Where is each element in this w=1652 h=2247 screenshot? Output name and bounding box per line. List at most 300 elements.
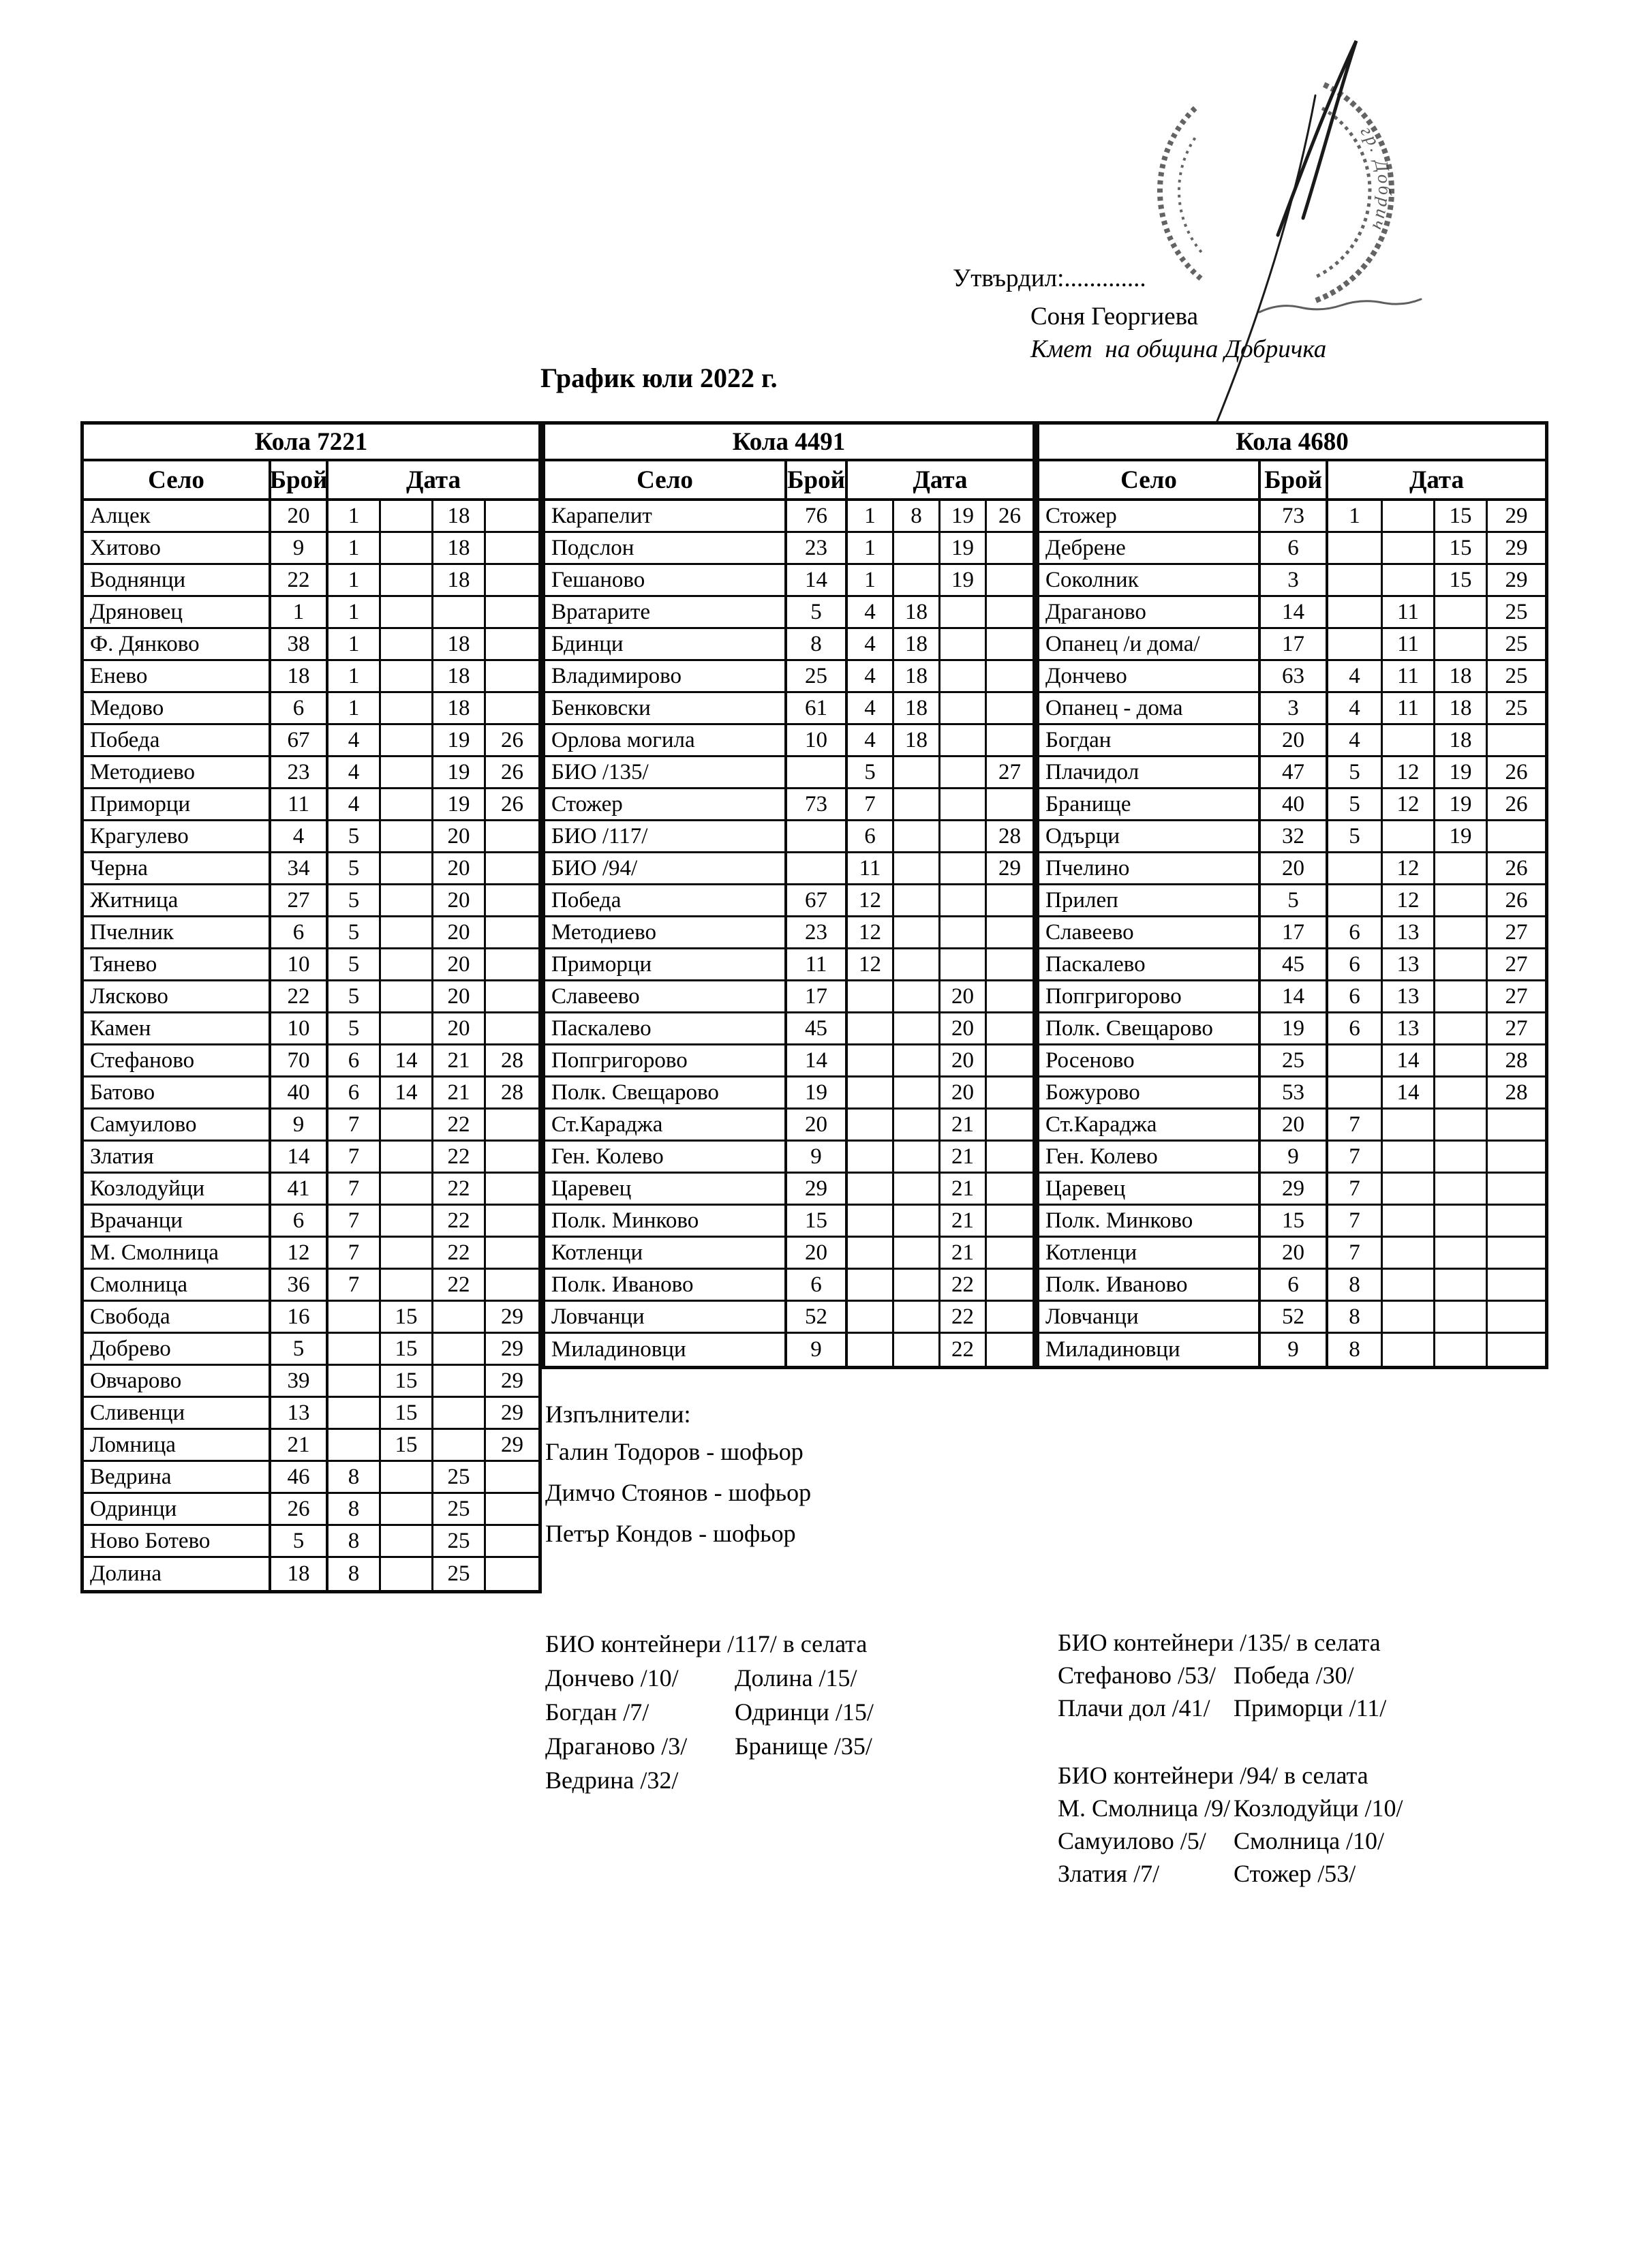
- text-line: Долина /15/: [735, 1664, 857, 1692]
- date-cell: [486, 1142, 538, 1172]
- date-cell: [1328, 533, 1383, 563]
- date-cell: [894, 1045, 940, 1075]
- date-cell: 14: [1383, 1045, 1435, 1075]
- table-row: [84, 629, 538, 661]
- stamp-right-inner-arc: [1315, 108, 1370, 277]
- village-cell: Опанец /и дома/: [1039, 629, 1261, 659]
- village-cell: Царевец: [1039, 1174, 1261, 1204]
- village-cell: Царевец: [545, 1174, 787, 1204]
- count-cell: 15: [1261, 1206, 1328, 1236]
- text-line: Димчо Стоянов - шофьор: [545, 1479, 812, 1506]
- date-cell: 19: [940, 533, 987, 563]
- date-cell: [894, 1238, 940, 1268]
- date-cell: [1435, 1013, 1488, 1043]
- table-row: [545, 565, 1032, 597]
- date-cell: 5: [1328, 821, 1383, 851]
- table-row: [84, 693, 538, 725]
- date-cell: [894, 917, 940, 947]
- village-cell: Плачидол: [1039, 757, 1261, 787]
- village-cell: Енево: [84, 661, 271, 691]
- village-cell: Добрево: [84, 1334, 271, 1364]
- village-cell: БИО /94/: [545, 853, 787, 883]
- date-cell: 11: [1383, 629, 1435, 659]
- village-cell: Опанец - дома: [1039, 693, 1261, 723]
- date-cell: [433, 1398, 486, 1428]
- table-row: [84, 789, 538, 821]
- count-cell: 23: [787, 533, 848, 563]
- village-cell: Дряновец: [84, 597, 271, 627]
- date-cell: [433, 1366, 486, 1396]
- date-cell: [894, 821, 940, 851]
- table-rows: [84, 501, 538, 1590]
- count-cell: 40: [1261, 789, 1328, 819]
- village-cell: Славеево: [545, 981, 787, 1011]
- table-row: [84, 1013, 538, 1045]
- table-row: [84, 1142, 538, 1174]
- date-cell: [486, 1270, 538, 1300]
- village-cell: Соколник: [1039, 565, 1261, 595]
- count-cell: 17: [1261, 917, 1328, 947]
- date-cell: 28: [501, 1080, 523, 1105]
- date-cell: 20: [433, 885, 486, 915]
- bio-135-col2: [1234, 1663, 1386, 1728]
- date-cell: [1383, 1110, 1435, 1140]
- text-line: Драганово /3/: [545, 1732, 688, 1760]
- village-cell: БИО /117/: [545, 821, 787, 851]
- date-cell: 21: [940, 1174, 987, 1204]
- village-cell: Пчелник: [84, 917, 271, 947]
- date-cell: [1328, 565, 1383, 595]
- date-cell: [987, 1045, 1032, 1075]
- date-cell: 1: [848, 565, 894, 595]
- count-cell: 29: [787, 1174, 848, 1204]
- count-cell: 8: [787, 629, 848, 659]
- count-cell: 20: [787, 1110, 848, 1140]
- table-row: [1039, 693, 1545, 725]
- date-cell: [987, 917, 1032, 947]
- table-row: [1039, 757, 1545, 789]
- table-row: [1039, 1302, 1545, 1334]
- date-cell: [1383, 1302, 1435, 1332]
- date-cell: [381, 1206, 433, 1236]
- text-line: Стожер /53/: [1234, 1860, 1356, 1887]
- table-row: [1039, 1045, 1545, 1077]
- date-cell: 5: [328, 981, 381, 1011]
- count-cell: 9: [787, 1334, 848, 1366]
- village-cell: Камен: [84, 1013, 271, 1043]
- count-cell: 17: [1261, 629, 1328, 659]
- count-cell: 36: [271, 1270, 328, 1300]
- count-cell: 76: [787, 501, 848, 531]
- date-cell: [894, 1142, 940, 1172]
- date-cell: [987, 1142, 1032, 1172]
- count-cell: 9: [1261, 1334, 1328, 1366]
- date-cell: 11: [848, 853, 894, 883]
- date-cell: [894, 1270, 940, 1300]
- bio-94-heading: БИО контейнери /94/ в селата: [1058, 1762, 1368, 1789]
- village-column-header: Село: [1039, 461, 1261, 498]
- date-cell: [894, 1013, 940, 1043]
- date-cell: [486, 565, 538, 595]
- table-rows: [1039, 501, 1545, 1366]
- date-cell: [987, 981, 1032, 1011]
- date-cell: 8: [328, 1558, 381, 1590]
- date-cell: [940, 693, 987, 723]
- count-cell: 40: [271, 1077, 328, 1107]
- village-cell: Славеево: [1039, 917, 1261, 947]
- table-row: [84, 1430, 538, 1462]
- table-row: [84, 757, 538, 789]
- date-cell: [381, 661, 433, 691]
- date-cell: 1: [848, 501, 894, 531]
- date-cell: 4: [848, 661, 894, 691]
- village-cell: Бранище: [1039, 789, 1261, 819]
- date-cell: 7: [848, 789, 894, 819]
- date-cell: 19: [433, 757, 486, 787]
- count-cell: 6: [271, 1206, 328, 1236]
- count-cell: 19: [1261, 1013, 1328, 1043]
- date-cell: 20: [433, 1013, 486, 1043]
- table-row: [545, 661, 1032, 693]
- table-row: [545, 629, 1032, 661]
- count-cell: 20: [1261, 1238, 1328, 1268]
- village-cell: Долина: [84, 1558, 271, 1590]
- table-row: [545, 1142, 1032, 1174]
- date-cell: [987, 661, 1032, 691]
- table-row: [545, 597, 1032, 629]
- date-cell: 25: [1505, 663, 1528, 688]
- date-cell: 25: [433, 1526, 486, 1556]
- village-cell: Вратарите: [545, 597, 787, 627]
- date-cell: [328, 1334, 381, 1364]
- date-cell: 8: [328, 1462, 381, 1492]
- table-row: [545, 981, 1032, 1013]
- table-row: [84, 1238, 538, 1270]
- table-row: [84, 853, 538, 885]
- date-cell: 15: [1435, 501, 1488, 531]
- date-cell: 29: [501, 1432, 523, 1457]
- date-cell: [381, 1110, 433, 1140]
- date-cell: [1488, 1142, 1545, 1172]
- date-cell: [894, 885, 940, 915]
- count-cell: 4: [271, 821, 328, 851]
- village-cell: Смолница: [84, 1270, 271, 1300]
- date-cell: 20: [433, 821, 486, 851]
- date-column-header: Дата: [406, 465, 461, 494]
- text-line: Богдан /7/: [545, 1698, 649, 1726]
- table-row: [1039, 1110, 1545, 1142]
- count-cell: 47: [1261, 757, 1328, 787]
- date-cell: 26: [1505, 759, 1528, 784]
- date-cell: 6: [1328, 949, 1383, 979]
- date-cell: [987, 533, 1032, 563]
- table-row: [1039, 1077, 1545, 1110]
- village-cell: Хитово: [84, 533, 271, 563]
- table-row: [1039, 1174, 1545, 1206]
- village-cell: Бенковски: [545, 693, 787, 723]
- village-cell: Ф. Дянково: [84, 629, 271, 659]
- village-cell: Прилеп: [1039, 885, 1261, 915]
- count-cell: 14: [787, 1045, 848, 1075]
- table-row: [84, 949, 538, 981]
- date-cell: [486, 661, 538, 691]
- date-cell: 29: [501, 1368, 523, 1393]
- count-cell: 52: [787, 1302, 848, 1332]
- date-cell: 5: [1328, 757, 1383, 787]
- count-cell: 9: [787, 1142, 848, 1172]
- date-cell: [486, 821, 538, 851]
- date-cell: 18: [433, 661, 486, 691]
- village-cell: Ст.Караджа: [1039, 1110, 1261, 1140]
- date-cell: [1435, 949, 1488, 979]
- count-cell: 23: [787, 917, 848, 947]
- table-row: [84, 1366, 538, 1398]
- village-cell: Котленци: [545, 1238, 787, 1268]
- date-cell: [940, 917, 987, 947]
- date-cell: [987, 1238, 1032, 1268]
- date-cell: [328, 1430, 381, 1460]
- count-cell: 22: [271, 565, 328, 595]
- village-cell: Попгригорово: [545, 1045, 787, 1075]
- count-column-header: Брой: [271, 461, 328, 498]
- date-cell: 27: [998, 759, 1021, 784]
- date-cell: [1435, 1174, 1488, 1204]
- date-cell: [1383, 821, 1435, 851]
- date-cell: [381, 1142, 433, 1172]
- bio-94-col2: [1234, 1796, 1403, 1894]
- date-cell: [894, 789, 940, 819]
- date-cell: [1435, 853, 1488, 883]
- village-cell: Миладиновци: [545, 1334, 787, 1366]
- table-row: [1039, 1270, 1545, 1302]
- date-cell: 1: [328, 661, 381, 691]
- table-row: [545, 1110, 1032, 1142]
- table-row: [84, 981, 538, 1013]
- date-cell: [381, 917, 433, 947]
- date-cell: [848, 1270, 894, 1300]
- village-cell: Полк. Свещарово: [545, 1077, 787, 1107]
- table-row: [545, 501, 1032, 533]
- date-cell: 27: [1505, 919, 1528, 945]
- village-cell: Приморци: [84, 789, 271, 819]
- date-cell: 7: [328, 1174, 381, 1204]
- date-cell: [1488, 725, 1545, 755]
- page-title: График юли 2022 г.: [540, 363, 778, 393]
- date-cell: [940, 661, 987, 691]
- stamp-left-inner-arc: [1179, 136, 1202, 252]
- date-cell: [894, 757, 940, 787]
- village-cell: Медово: [84, 693, 271, 723]
- date-cell: 29: [501, 1400, 523, 1425]
- text-line: Стефаново /53/: [1058, 1662, 1217, 1689]
- date-cell: 4: [848, 629, 894, 659]
- date-cell: 12: [1383, 789, 1435, 819]
- date-cell: [1488, 1206, 1545, 1236]
- table-row: [84, 501, 538, 533]
- table-kola-7221: [80, 421, 542, 1593]
- date-cell: 20: [940, 1077, 987, 1107]
- date-cell: 4: [1328, 693, 1383, 723]
- date-cell: 1: [328, 597, 381, 627]
- date-cell: 7: [328, 1206, 381, 1236]
- date-cell: [894, 1174, 940, 1204]
- date-cell: [848, 1174, 894, 1204]
- date-cell: [987, 1302, 1032, 1332]
- signature-tail-stroke: [1259, 299, 1421, 312]
- date-cell: 15: [381, 1398, 433, 1428]
- car-number-header: Кола 4680: [1039, 425, 1545, 461]
- village-cell: Карапелит: [545, 501, 787, 531]
- date-cell: 12: [1383, 853, 1435, 883]
- date-cell: 19: [940, 501, 987, 531]
- village-cell: Алцек: [84, 501, 271, 531]
- date-cell: 6: [328, 1077, 381, 1107]
- date-cell: [1488, 821, 1545, 851]
- date-cell: 29: [501, 1304, 523, 1329]
- count-cell: 23: [271, 757, 328, 787]
- date-cell: 19: [1435, 757, 1488, 787]
- date-cell: [1435, 1334, 1488, 1366]
- date-cell: [381, 1270, 433, 1300]
- date-cell: 1: [328, 693, 381, 723]
- count-cell: 13: [271, 1398, 328, 1428]
- village-cell: Дебрене: [1039, 533, 1261, 563]
- date-cell: [1383, 1334, 1435, 1366]
- date-cell: 19: [1435, 821, 1488, 851]
- date-cell: 15: [1435, 565, 1488, 595]
- count-cell: 63: [1261, 661, 1328, 691]
- date-cell: 26: [501, 791, 523, 816]
- date-cell: 11: [1383, 597, 1435, 627]
- date-cell: 15: [381, 1302, 433, 1332]
- date-cell: 25: [1505, 695, 1528, 720]
- bio-135-heading: БИО контейнери /135/ в селата: [1058, 1629, 1381, 1656]
- date-cell: 14: [1383, 1077, 1435, 1107]
- date-cell: [433, 1430, 486, 1460]
- count-cell: 25: [1261, 1045, 1328, 1075]
- count-cell: 12: [271, 1238, 328, 1268]
- village-cell: Ломница: [84, 1430, 271, 1460]
- table-row: [84, 1558, 538, 1590]
- date-cell: 21: [433, 1045, 486, 1075]
- count-cell: 16: [271, 1302, 328, 1332]
- village-cell: Методиево: [84, 757, 271, 787]
- date-cell: 21: [433, 1077, 486, 1107]
- village-cell: Гешаново: [545, 565, 787, 595]
- count-cell: 19: [787, 1077, 848, 1107]
- count-cell: 6: [271, 693, 328, 723]
- date-cell: 1: [1328, 501, 1383, 531]
- date-cell: [848, 1302, 894, 1332]
- date-cell: 11: [1383, 693, 1435, 723]
- date-cell: 20: [433, 981, 486, 1011]
- date-cell: 6: [848, 821, 894, 851]
- date-cell: [1435, 1077, 1488, 1107]
- table-row: [545, 853, 1032, 885]
- date-cell: 7: [1328, 1142, 1383, 1172]
- date-cell: [894, 1302, 940, 1332]
- count-cell: 18: [271, 1558, 328, 1590]
- date-cell: [381, 597, 433, 627]
- village-cell: Лясково: [84, 981, 271, 1011]
- table-row: [84, 1110, 538, 1142]
- date-cell: 18: [894, 693, 940, 723]
- bio-117-heading: БИО контейнери /117/ в селата: [545, 1630, 868, 1657]
- date-cell: [486, 1494, 538, 1524]
- count-cell: 10: [271, 949, 328, 979]
- count-cell: 5: [271, 1526, 328, 1556]
- date-cell: 21: [940, 1238, 987, 1268]
- date-cell: [894, 533, 940, 563]
- date-cell: 5: [328, 949, 381, 979]
- date-cell: 7: [328, 1238, 381, 1268]
- date-cell: [1383, 1174, 1435, 1204]
- text-line: Самуилово /5/: [1058, 1827, 1206, 1854]
- date-cell: 20: [940, 1045, 987, 1075]
- date-cell: [1383, 1206, 1435, 1236]
- date-cell: 20: [940, 1013, 987, 1043]
- date-cell: [987, 1334, 1032, 1366]
- date-cell: 18: [433, 501, 486, 531]
- date-cell: 8: [1328, 1302, 1383, 1332]
- date-cell: 8: [1328, 1270, 1383, 1300]
- date-cell: [1435, 629, 1488, 659]
- date-cell: [987, 885, 1032, 915]
- date-cell: [1328, 1045, 1383, 1075]
- village-cell: Орлова могила: [545, 725, 787, 755]
- date-cell: 4: [328, 757, 381, 787]
- date-cell: [940, 885, 987, 915]
- car-number-header: Кола 4491: [545, 425, 1032, 461]
- count-cell: 14: [1261, 597, 1328, 627]
- count-cell: 20: [787, 1238, 848, 1268]
- table-row: [1039, 725, 1545, 757]
- count-cell: 20: [1261, 1110, 1328, 1140]
- count-cell: 14: [271, 1142, 328, 1172]
- date-cell: [381, 1238, 433, 1268]
- date-cell: [381, 1174, 433, 1204]
- date-cell: [486, 917, 538, 947]
- date-cell: [486, 533, 538, 563]
- date-cell: [940, 853, 987, 883]
- date-cell: [1435, 1142, 1488, 1172]
- date-cell: 12: [848, 885, 894, 915]
- date-cell: [987, 1077, 1032, 1107]
- village-cell: Полк. Минково: [1039, 1206, 1261, 1236]
- date-cell: [1383, 1238, 1435, 1268]
- text-line: Плачи дол /41/: [1058, 1694, 1210, 1722]
- date-cell: 25: [433, 1558, 486, 1590]
- village-cell: Бдинци: [545, 629, 787, 659]
- date-cell: 7: [328, 1142, 381, 1172]
- date-cell: [987, 725, 1032, 755]
- date-cell: 5: [848, 757, 894, 787]
- date-cell: [1435, 597, 1488, 627]
- date-cell: [1328, 597, 1383, 627]
- date-cell: [1488, 1270, 1545, 1300]
- village-cell: Божурово: [1039, 1077, 1261, 1107]
- village-cell: Златия: [84, 1142, 271, 1172]
- table-row: [84, 1334, 538, 1366]
- date-cell: [894, 949, 940, 979]
- text-line: М. Смолница /9/: [1058, 1794, 1231, 1822]
- table-row: [545, 1045, 1032, 1077]
- village-cell: Одърци: [1039, 821, 1261, 851]
- count-cell: 17: [787, 981, 848, 1011]
- table-row: [545, 789, 1032, 821]
- date-cell: [486, 1558, 538, 1590]
- count-cell: 34: [271, 853, 328, 883]
